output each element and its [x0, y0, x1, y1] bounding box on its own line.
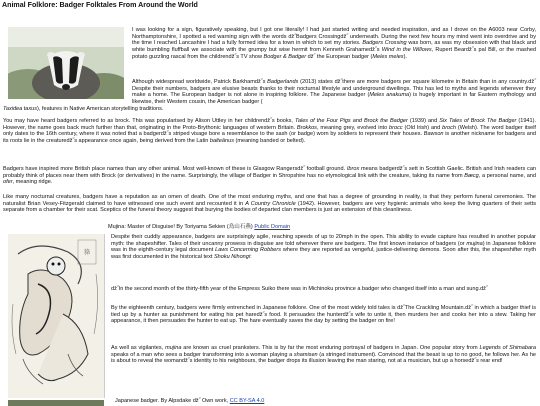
badgerlands-paragraph-top: Although widespread worldwide, Patrick Barkhamdž˝s Badgerlands (2013) states dž˝there are more badgers per square kilometre in Britain than in any country.dž˝ Despite their numbers, badgers are elusive beasts thanks to their nocturnal lifestyle and underground dwellings. This has led to myths and legends wherever they make a home. The European badger is not alone in inspiring folklore. The Japanese badger (Meles anakuma) is hugely important in far Eastern mythology and likewise, their Western cousin, the American badger (: [132, 79, 537, 105]
article-title: Animal Folklore: Badger Folktales From Around the World: [2, 1, 198, 9]
badgerlands-paragraph-end: Taxidea taxus), features in Native American storytelling traditions.: [3, 106, 164, 112]
shapeshifter-paragraph: Despite their cuddly appearance, badgers are surprisingly agile, reaching speeds of up to 20mph in the open. This ability to evade capture has resulted in another popular myth: the shapeshifter. Tales of their uncanny prowess in disguise are told wherever there are badgers. The first known instance of badgers (or mujina) in Japanese folklore was in the eighth-century legal document Laws Concerning Robbers where they are reported as vengeful, justice-delivering demons. Soon after this, the shapeshifter myth was first documented in the historical text Shoku Nihongi:: [111, 234, 536, 260]
shoku-nihongi-quote: dž˝In the second month of the thirty-fifth year of the Empress Suiko there was in Michinoku province a badger who changed itself into a man and sung.dž˝: [111, 286, 488, 292]
cc-license-link[interactable]: CC BY-SA 4.0: [229, 398, 265, 404]
funeral-paragraph: Like many nocturnal creatures, badgers have a reputation as an omen of death. One of the most enduring myths, and one that has a degree of grounding in reality, is that they perform funeral ceremonies. The naturalist Brian Vesey-Fitzgerald claimed to have witnessed one such event and recounted it in A Country Chronicle (1942). However, badgers are very hygienic animals who keep the living quarters of their setts separate from a chamber for their scat. Sceptics of the funeral theory suggest that burying the bodies of departed clan members is just an extension of this cleanliness.: [3, 194, 537, 214]
japanese-badger-caption: Japanese badger. By Alpsdake dž˝ Own work, CC BY-SA 4.0: [115, 398, 265, 404]
badger-photo: [8, 27, 124, 99]
mujina-woodblock-image: [8, 234, 105, 398]
intro-paragraph: I was looking for a sign, figuratively speaking, but I got one literally! I had just started writing and needed inspiration, and as I drove on the A6003 near Corby, Northamptonshire, I spotted a red warning sign with the words dž˝Badgers Crossingdž˝ underneath. During the next few hours my mind went into overdrive and by the time I reached Lancashire I had a fully formed idea for a town in which to set my stories. Badgers Crossing was born, as was my obsession with that black and white bumbling fluffball we associate with the grumpy but wise hermit from Kenneth Grahamedž˝s Wind in the Willows, Rupert Beardž˝s pal Bill, or the mashed potato guzzling rascal from the childrendž˝s TV show Bodger & Badger dž˝ the European badger (Meles meles).: [132, 27, 536, 60]
prankster-paragraph: As well as vigilantes, mujina are known as cruel pranksters. This is by far the most enduring portrayal of badgers in Japan. One popular story from Legends of Shimabara speaks of a man who sees a badger transforming into a woman playing a shamisen (a stringed instrument). Convinced that the beast is up to no good, he follows her. As he is about to reveal the womandž˝s identity to his neighbours, the badger drops its illusion leaving the man staring, not at a musician, but up a horsedž˝s rear end!: [111, 345, 536, 365]
japanese-badger-photo: [8, 400, 104, 406]
crackling-mountain-paragraph: By the eighteenth century, badgers were firmly entrenched in Japanese folklore. One of the most widely told tales is dž˝The Crackling Mountain.dž˝ in which a badger thief is tied up by a hunter as punishment for eating his pet haredž˝s food. It persuades the hunterdž˝s wife to untie it, then murders her and cooks her into a stew. Taking her appearance, it then persuades the hunter to eat up. The hare eventually saves the day by setting the badger on fire!: [111, 305, 536, 325]
brock-paragraph: You may have heard badgers referred to as brock. This was popularised by Alison Uttley in her childrendž˝s books, Tales of the Four Pigs and Brock the Badger (1939) and Six Tales of Brock The Badger (1941). However, the name goes back much further than that, originating in the Proto-Brythonic languages of western Britain. Brokkos, meaning grey, evolved into brocc (Old Irish) and broch (Welsh). The word badger itself only dates to the 16th century, where it was noted that a badgerdž˝s striped visage bore a resemblance to the sash (or badge) worn by soldiers to represent their houses. Bawson is another nickname for badgers and its roots lie in the creaturedž˝s appearance once again, being derived from the Latin balteânus (meaning banded or belted).: [3, 118, 536, 144]
mujina-caption: Mujina: Master of Disguise! By Toriyama Sekien (鳥山石燕) Public Domain: [108, 224, 291, 230]
svg-text:貉: 貉: [83, 249, 91, 256]
place-names-paragraph: Badgers have inspired more British place names than any other animal. Most well-known of these is Glasgow Rangersdž˝ football ground. Ibrox means badgerdž˝s sett in Scottish Gaelic. British and Irish readers can probably think of places near them with Brock (or derivatives) in the name. Surprisingly, the village of Badger in Shropshire has no etymological link with the creature, taking its name from Bæcg, a personal name, and ofer, meaning ridge.: [3, 166, 536, 186]
public-domain-link[interactable]: Public Domain: [254, 224, 291, 230]
